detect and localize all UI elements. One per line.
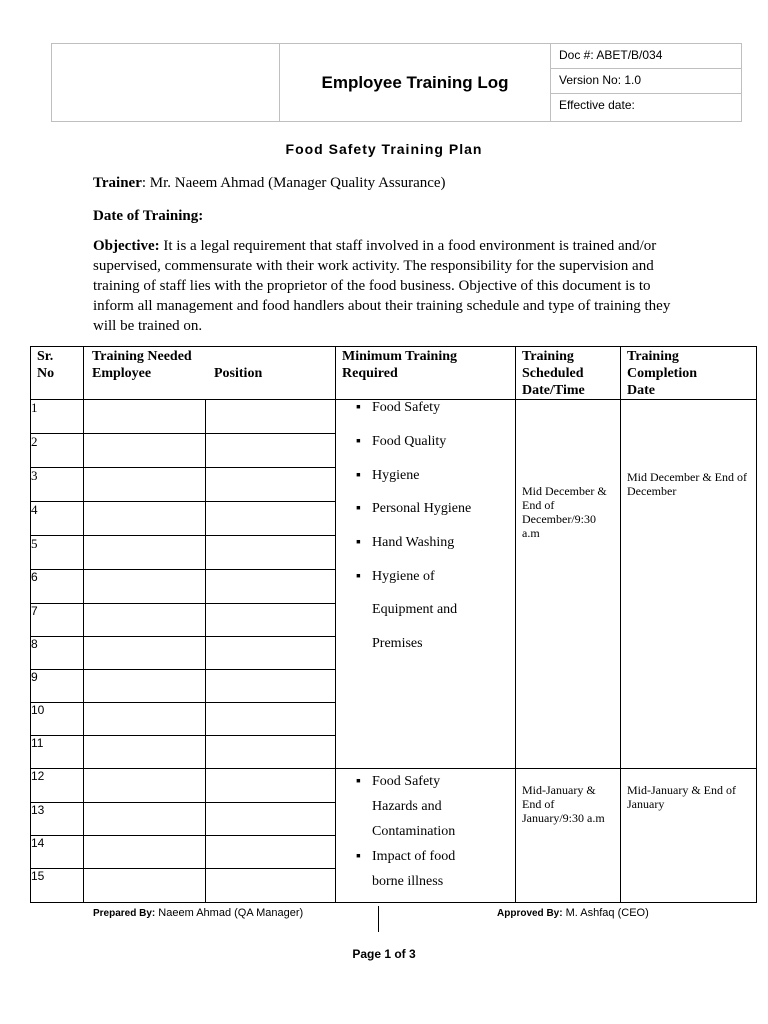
- position-cell[interactable]: [206, 400, 336, 434]
- topic-item: ▪ Hygiene of: [356, 569, 435, 584]
- footer-separator: [378, 906, 379, 932]
- row-number: 10: [31, 703, 84, 736]
- employee-cell[interactable]: [84, 536, 206, 570]
- completion-group1: Mid December & End of December: [621, 400, 757, 769]
- header-scheduled: Training Scheduled Date/Time: [516, 347, 621, 400]
- position-cell[interactable]: [206, 836, 336, 869]
- row-number: 11: [31, 736, 84, 769]
- topic-item: ▪ Food Safety: [356, 774, 441, 789]
- prepared-by-value: Naeem Ahmad (QA Manager): [155, 907, 304, 919]
- topic-item: ▪ Food Safety: [356, 400, 441, 415]
- position-cell[interactable]: [206, 769, 336, 803]
- row-number: 14: [31, 836, 84, 869]
- date-of-training-label: Date of Training:: [93, 208, 204, 224]
- employee-cell[interactable]: [84, 637, 206, 670]
- position-cell[interactable]: [206, 803, 336, 836]
- trainer-value: : Mr. Naeem Ahmad (Manager Quality Assurance): [141, 175, 446, 191]
- header-completion: Training Completion Date: [621, 347, 757, 400]
- document-title: Employee Training Log: [280, 44, 551, 121]
- employee-cell[interactable]: [84, 502, 206, 536]
- document-header: [51, 43, 742, 122]
- table-row: [31, 769, 757, 803]
- employee-cell[interactable]: [84, 769, 206, 803]
- plan-title: Food Safety Training Plan: [285, 141, 483, 157]
- position-cell[interactable]: [206, 670, 336, 703]
- objective-text: It is a legal requirement that staff involved in a food environment is trained and/or supervised, commensurate with their work activity. The responsibility for the supervision and training of staff lies with the proprietor of the food business. Objective of this document is to inform all management and food handlers about their training schedule and type of training they will be trained on.: [93, 238, 671, 334]
- version-number: Version No: 1.0: [551, 69, 741, 94]
- completion-group2: Mid-January & End of January: [621, 769, 757, 903]
- employee-cell[interactable]: [84, 670, 206, 703]
- effective-date: Effective date:: [559, 98, 635, 112]
- header-position: Position: [214, 366, 263, 381]
- table-row: [31, 400, 757, 434]
- topic-item: ▪ Hand Washing: [356, 535, 455, 550]
- trainer-line: [93, 173, 683, 193]
- row-number: 8: [31, 637, 84, 670]
- position-cell[interactable]: [206, 536, 336, 570]
- row-number: 5: [31, 536, 84, 570]
- header-training-needed: Training Needed Employee Position: [84, 347, 336, 400]
- row-number: 4: [31, 502, 84, 536]
- position-cell[interactable]: [206, 468, 336, 502]
- position-cell[interactable]: [206, 703, 336, 736]
- objective-label: Objective:: [93, 238, 160, 254]
- approved-by-label: Approved By:: [497, 908, 563, 919]
- employee-cell[interactable]: [84, 836, 206, 869]
- header-employee: Employee: [92, 366, 152, 381]
- row-number: 6: [31, 570, 84, 604]
- topic-continuation: Hazards and: [372, 799, 442, 814]
- position-cell[interactable]: [206, 434, 336, 468]
- row-number: 2: [31, 434, 84, 468]
- topic-item: ▪ Hygiene: [356, 468, 420, 483]
- prepared-by-label: Prepared By:: [93, 908, 156, 919]
- row-number: 3: [31, 468, 84, 502]
- row-number: 12: [31, 769, 84, 803]
- min-training-group2: [336, 769, 516, 903]
- document-meta: [551, 44, 741, 121]
- min-training-group1: [336, 400, 516, 769]
- employee-cell[interactable]: [84, 570, 206, 604]
- topic-item: ▪ Impact of food: [356, 849, 456, 864]
- doc-number: Doc #: ABET/B/034: [551, 44, 741, 69]
- page-number: Page 1 of 3: [352, 947, 416, 961]
- position-cell[interactable]: [206, 570, 336, 604]
- row-number: 13: [31, 803, 84, 836]
- topic-continuation: Premises: [372, 636, 423, 651]
- row-number: 7: [31, 604, 84, 637]
- position-cell[interactable]: [206, 604, 336, 637]
- topic-continuation: Contamination: [372, 824, 456, 839]
- header-row: [31, 347, 757, 400]
- employee-cell[interactable]: [84, 869, 206, 903]
- header-min-training: Minimum Training Required: [336, 347, 516, 400]
- employee-cell[interactable]: [84, 736, 206, 769]
- employee-cell[interactable]: [84, 703, 206, 736]
- objective-paragraph: [93, 236, 683, 336]
- employee-cell[interactable]: [84, 468, 206, 502]
- position-cell[interactable]: [206, 637, 336, 670]
- row-number: 9: [31, 670, 84, 703]
- topic-item: ▪ Personal Hygiene: [356, 501, 472, 516]
- employee-cell[interactable]: [84, 400, 206, 434]
- employee-cell[interactable]: [84, 434, 206, 468]
- topic-continuation: Equipment and: [372, 602, 458, 617]
- employee-cell[interactable]: [84, 803, 206, 836]
- approved-by-value: M. Ashfaq (CEO): [562, 907, 649, 919]
- scheduled-group1: Mid December & End of December/9:30 a.m: [516, 400, 621, 769]
- scheduled-group2: Mid-January & End of January/9:30 a.m: [516, 769, 621, 903]
- position-cell[interactable]: [206, 869, 336, 903]
- row-number: 1: [31, 400, 84, 434]
- position-cell[interactable]: [206, 736, 336, 769]
- position-cell[interactable]: [206, 502, 336, 536]
- logo-placeholder: [52, 44, 280, 121]
- training-table: [30, 346, 757, 903]
- topic-item: ▪ Food Quality: [356, 434, 447, 449]
- approved-by: [497, 907, 649, 919]
- date-of-training-line: [93, 206, 683, 226]
- topic-continuation: borne illness: [372, 874, 444, 889]
- employee-cell[interactable]: [84, 604, 206, 637]
- trainer-label: Trainer: [93, 175, 142, 191]
- prepared-by: [93, 907, 303, 919]
- header-sr-no: Sr. No: [31, 347, 84, 400]
- row-number: 15: [31, 869, 84, 903]
